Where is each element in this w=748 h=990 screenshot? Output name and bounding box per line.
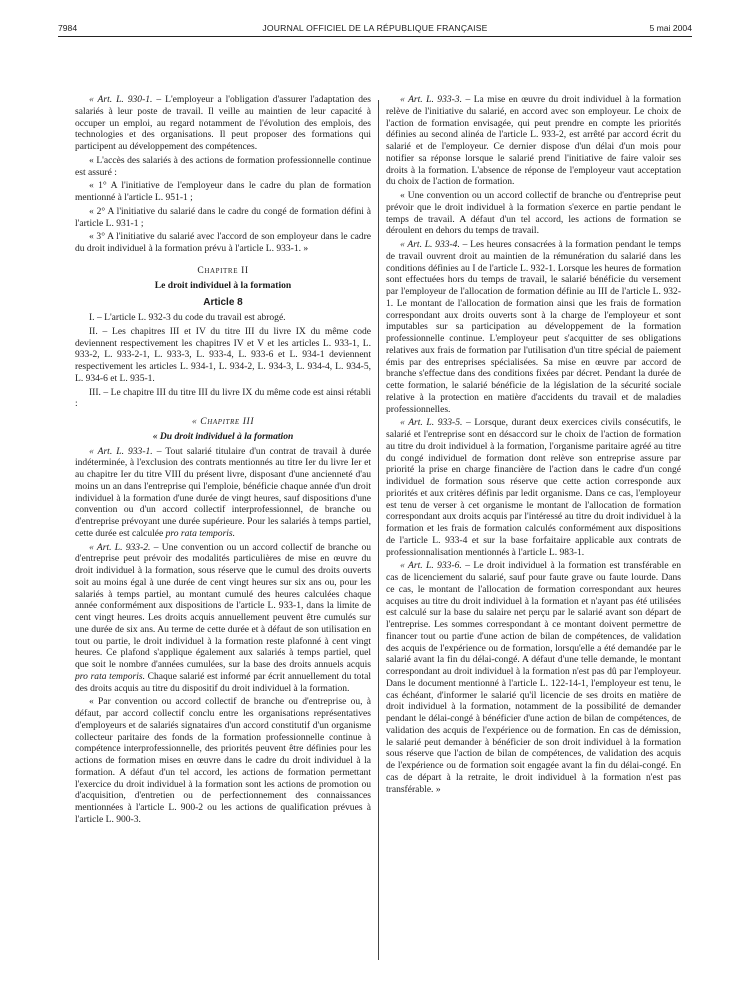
paragraph: « 1° A l'initiative de l'employeur dans le cadre du plan de formation mentionné à l'article L. 951-1 ; bbox=[75, 180, 371, 203]
paragraph-text: – Une convention ou un accord collectif de branche ou d'entreprise peut prévoir des modalités particulières de mise en œuvre du droit individuel à la formation, sous réserve que le cumul des droits ouverts soit au moins égal à une durée de cent vingt heures sur six ans ou, pour les salariés à temps partiel, au montant cumulé des heures calculées chaque année conformément aux dispositions de l'article L. 933-1, dans la limite de cent vingt heures. Les droits acquis annuellement peuvent être cumulés sur une durée de six ans. Au terme de cette durée et à défaut de son utilisation en tout ou partie, le droit individuel à la formation reste plafonné à cent vingt heures. Ce plafond s'applique également aux salariés à temps partiel, quel que soit le nombre d'années cumulées, sur la base des droits annuels acquis bbox=[75, 541, 372, 670]
right-column bbox=[386, 94, 681, 797]
paragraph-text: – La mise en œuvre du droit individuel à la formation relève de l'initiative du salarié, en accord avec son employeur. Le choix de l'action de formation envisagée, qui peut prendre en compte les priorités définies au second alinéa de l'article L. 933-2, est arrêté par accord écrit du salarié et de l'employeur. Ce dernier dispose d'un délai d'un mois pour notifier sa réponse lorsque le salarié prend l'initiative de faire valoir ses droits à la formation. L'absence de réponse de l'employeur vaut acceptation du choix de l'action de formation. bbox=[386, 94, 682, 188]
paragraph-text: – L'employeur a l'obligation d'assurer l'adaptation des salariés à leur poste de travail. Il veille au maintien de leur capacité à occuper un emploi, au regard notamment de l'évolution des emplois, des technologies et des organisations. Il peut proposer des formations qui participent au développement des compétences. bbox=[75, 94, 371, 152]
chapter-label: Chapitre II bbox=[197, 264, 249, 276]
paragraph-text: – Les heures consacrées à la formation pendant le temps de travail ouvrent droit au maintien de la rémunération du salarié dans les conditions définies au I de l'article L. 932-1. Lorsque les heures de formation sont effectuées hors du temps de travail, le salarié bénéficie du versement par l'employeur de l'allocation de formation définie au III de l'article L. 932-1. Le montant de l'allocation de formation ainsi que les frais de formation correspondant aux droits ouverts sont à la charge de l'employeur et sont imputables sur sa participation au développement de la formation professionnelle continue. L'employeur peut s'acquitter de ses obligations relatives aux frais de formation par l'utilisation d'un titre spécial de paiement émis par des entreprises spécialisées. Sa mise en œuvre par accord de branche s'effectue dans des conditions fixées par décret. Pendant la durée de cette formation, le salarié bénéficie de la législation de la sécurité sociale relative à la protection en matière d'accidents du travail et de maladies professionnelles. bbox=[386, 239, 682, 415]
paragraph bbox=[386, 560, 681, 795]
article-ref: « Art. L. 933-5. bbox=[400, 417, 463, 429]
page-number: 7984 bbox=[58, 23, 78, 33]
journal-title: JOURNAL OFFICIEL DE LA RÉPUBLIQUE FRANÇAISE bbox=[262, 23, 488, 33]
column-divider bbox=[378, 100, 379, 960]
paragraph bbox=[386, 239, 681, 415]
article-ref: « Art. L. 933-2. bbox=[89, 541, 151, 553]
article-ref: « Art. L. 933-1. bbox=[89, 445, 153, 457]
article-ref: « Art. L. 933-3. bbox=[400, 94, 462, 105]
paragraph-text: – Tout salarié titulaire d'un contrat de travail à durée indéterminée, à l'exclusion des contrats mentionnés au titre Ier du livre Ier et au chapitre Ier du titre VIII du présent livre, disposant d'une ancienneté d'au moins un an dans l'entreprise qui l'emploie, bénéficie chaque année d'un droit individuel à la formation d'une durée de vingt heures, sauf dispositions d'une convention ou d'un accord collectif interprofessionnel, de branche ou d'entreprise prévoyant une durée supérieure. Pour les salariés à temps partiel, cette durée est calculée bbox=[75, 445, 371, 539]
chapter-3-label: « Chapitre III bbox=[191, 416, 255, 427]
paragraph: « Une convention ou un accord collectif de branche ou d'entreprise peut prévoir que le droit individuel à la formation s'exerce en partie pendant le temps de travail. A défaut d'un tel accord, les actions de formation se déroulent en dehors du temps de travail. bbox=[386, 190, 681, 237]
header-rule bbox=[58, 36, 692, 37]
paragraph bbox=[75, 94, 371, 153]
left-column bbox=[75, 94, 371, 828]
article-ref: « Art. L. 933-4. bbox=[400, 239, 460, 250]
paragraph: « Par convention ou accord collectif de branche ou d'entreprise ou, à défaut, par accord collectif conclu entre les organisations représentatives d'employeurs et de salariés signataires d'un accord constitutif d'un organisme collecteur paritaire des fonds de la formation professionnelle continue à compétence interprofessionnelle, des priorités peuvent être définies pour les actions de formation mises en œuvre dans le cadre du droit individuel à la formation. A défaut d'un tel accord, les actions de formation permettant l'exercice du droit individuel à la formation sont les actions de promotion ou d'acquisition, d'entretien ou de perfectionnement des connaissances mentionnées à l'article L. 900-2 ou les actions de qualification prévues à l'article L. 900-3. bbox=[75, 696, 371, 825]
paragraph: « 3° A l'initiative du salarié avec l'accord de son employeur dans le cadre du droit individuel à la formation prévu à l'article L. 933-1. » bbox=[75, 231, 371, 254]
chapter-3-title: « Du droit individuel à la formation bbox=[152, 430, 294, 442]
chapter-title: Le droit individuel à la formation bbox=[154, 279, 292, 291]
paragraph: « 2° A l'initiative du salarié dans le cadre du congé de formation défini à l'article L. 931-1 ; bbox=[75, 205, 371, 229]
italic-term: pro rata temporis. bbox=[165, 527, 236, 539]
paragraph: II. – Les chapitres III et IV du titre III du livre IX du même code deviennent respectivement les chapitres IV et V et les articles L. 933-1, L. 933-2, L. 933-2-1, L. 933-3, L. 933-4, L. 933-6 et L. 934-1 deviennent respectivement les articles L. 934-1, L. 934-2, L. 934-3, L. 934-4, L. 934-5, L. 934-6 et L. 935-1. bbox=[75, 325, 371, 384]
paragraph: III. – Le chapitre III du titre III du livre IX du même code est ainsi rétabli : bbox=[75, 386, 371, 410]
article-ref: « Art. L. 933-6. bbox=[400, 560, 462, 572]
paragraph-text: – Lorsque, durant deux exercices civils consécutifs, le salarié et l'entreprise sont en désaccord sur le choix de l'action de formation au titre du droit individuel à la formation, l'organisme paritaire agréé au titre du congé individuel de formation dont relève son entreprise assure par priorité la prise en charge financière de l'action dans le cadre d'un congé individuel de formation sous réserve que cette action corresponde aux priorités et aux critères définis par ledit organisme. Dans ce cas, l'employeur est tenu de verser à cet organisme le montant de l'allocation de formation correspondant aux droits acquis par l'intéressé au titre du droit individuel à la formation et les frais de formation calculés conformément aux dispositions de l'article L. 933-4 et sur la base forfaitaire applicable aux contrats de professionnalisation mentionnés à l'article L. 983-1. bbox=[386, 417, 681, 558]
publication-date: 5 mai 2004 bbox=[649, 23, 692, 33]
article-ref: « Art. L. 930-1. bbox=[89, 94, 153, 105]
paragraph: I. – L'article L. 932-3 du code du travail est abrogé. bbox=[89, 312, 286, 323]
article-title: Article 8 bbox=[203, 297, 243, 309]
paragraph: « L'accès des salariés à des actions de formation professionnelle continue est assuré : bbox=[75, 154, 371, 178]
paragraph bbox=[75, 542, 371, 695]
paragraph bbox=[386, 94, 681, 188]
paragraph bbox=[75, 446, 371, 540]
paragraph bbox=[386, 417, 681, 558]
paragraph-text: Chaque salarié est informé par écrit annuellement du total des droits acquis au titre du dispositif du droit individuel à la formation. bbox=[75, 670, 371, 694]
italic-term: pro rata temporis. bbox=[75, 670, 145, 682]
paragraph-text: – Le droit individuel à la formation est transférable en cas de licenciement du salarié, sauf pour faute grave ou faute lourde. Dans ce cas, le montant de l'allocation de formation correspondant aux heures acquises au titre du droit individuel à la formation et n'ayant pas été utilisées est calculé sur la base du salaire net perçu par le salarié avant son départ de l'entreprise. Les sommes correspondant à ce montant doivent permettre de financer tout ou partie d'une action de bilan de compétences, de validation des acquis de l'expérience ou de formation, lorsqu'elle a été demandée par le salarié avant la fin du délai-congé. A défaut d'une telle demande, le montant correspondant au droit individuel à la formation n'est pas dû par l'employeur. Dans le document mentionné à l'article L. 122-14-1, l'employeur est tenu, le cas échéant, d'informer le salarié qu'il licencie de ses droits en matière de droit individuel à la formation, notamment de la possibilité de demander pendant le délai-congé à bénéficier d'une action de bilan de compétences, de validation des acquis de l'expérience ou de formation. En cas de démission, le salarié peut demander à bénéficier de son droit individuel à la formation sous réserve que l'action de bilan de compétences, de validation des acquis de l'expérience ou de formation soit engagée avant la fin du délai-congé. En cas de départ à la retraite, le droit individuel à la formation n'est pas transférable. » bbox=[386, 560, 681, 795]
